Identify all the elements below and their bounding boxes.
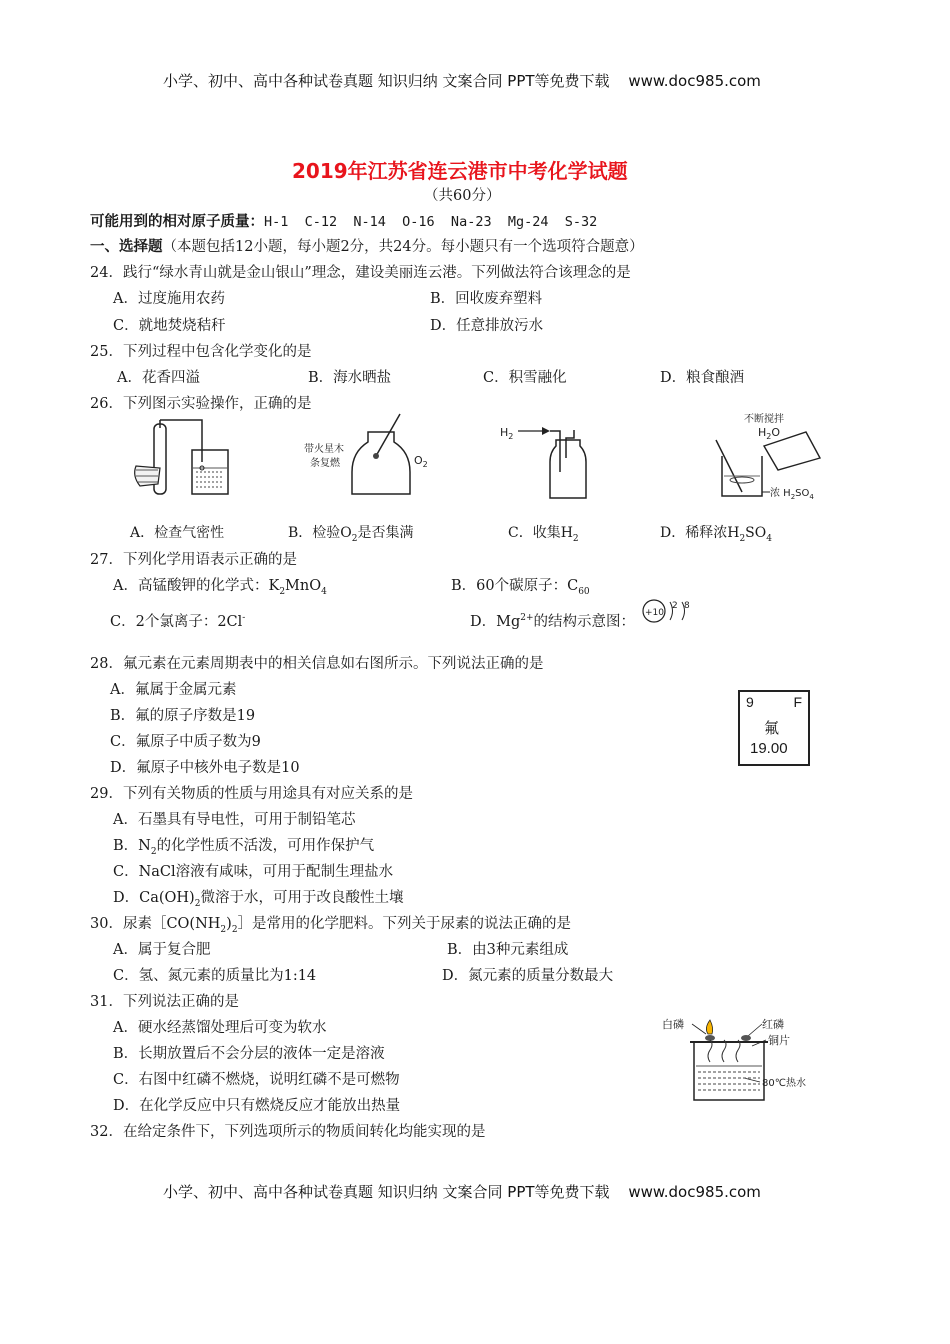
cell-name: 氟	[764, 719, 780, 737]
fig-d-h2o-label: $H_2O$	[758, 426, 781, 441]
q25-option-d[interactable]: D．粮食酿酒	[660, 370, 745, 386]
q30-option-a[interactable]: A．属于复合肥	[113, 942, 211, 958]
ion-shell1-label: 2	[672, 601, 678, 611]
q31-option-d[interactable]: D．在化学反应中只有燃烧反应才能放出热量	[113, 1098, 401, 1114]
header-banner	[163, 70, 761, 91]
q29-option-b[interactable]: B．$N_2$的化学性质不活泼，可用作保护气	[113, 838, 375, 857]
q27-option-c[interactable]: C．2个氯离子：2Cl-	[110, 613, 246, 630]
fig-hot-water-label: 80℃热水	[762, 1078, 806, 1089]
q30-stem: 30．尿素$[CO(NH_2)_2]$是常用的化学肥料。下列关于尿素的说法正确的是	[90, 916, 572, 935]
fig-d-stir-label: 不断搅拌	[744, 414, 784, 425]
mg-ion-structure-diagram	[640, 596, 696, 626]
q31-option-c[interactable]: C．右图中红磷不燃烧，说明红磷不是可燃物	[113, 1072, 400, 1088]
q31-option-a[interactable]: A．硬水经蒸馏处理后可变为软水	[113, 1020, 327, 1036]
q24-option-c[interactable]: C．就地焚烧秸秆	[113, 318, 226, 334]
header-banner-text: 小学、初中、高中各种试卷真题 知识归纳 文案合同 PPT等免费下载	[163, 72, 610, 90]
q26-option-c[interactable]: C．收集$H_2$	[508, 525, 579, 544]
page-subtitle: （共60分）	[424, 188, 501, 204]
atomic-masses	[90, 210, 597, 231]
header-banner-url[interactable]: www.doc985.com	[628, 72, 761, 90]
q25-stem: 25．下列过程中包含化学变化的是	[90, 344, 312, 360]
q27-option-b[interactable]: B．60个碳原子：$C_{60}$	[451, 578, 590, 597]
fig-red-phosphorus-label: 红磷	[762, 1018, 784, 1031]
q27-stem: 27．下列化学用语表示正确的是	[90, 552, 297, 568]
q24-option-d[interactable]: D．任意排放污水	[430, 318, 544, 334]
footer-banner-text: 小学、初中、高中各种试卷真题 知识归纳 文案合同 PPT等免费下载	[163, 1183, 610, 1201]
q30-option-d[interactable]: D．氮元素的质量分数最大	[442, 968, 614, 984]
q29-option-c[interactable]: C．NaCl溶液有咸味，可用于配制生理盐水	[113, 864, 394, 880]
q25-option-a[interactable]: A．花香四溢	[117, 370, 200, 386]
q24-stem: 24．践行“绿水青山就是金山银山”理念，建设美丽连云港。下列做法符合该理念的是	[90, 265, 631, 281]
q26-option-d[interactable]: D．稀释浓$H_2SO_4$	[660, 525, 772, 544]
section-desc: （本题包括12小题，每小题2分，共24分。每小题只有一个选项符合题意）	[162, 239, 644, 255]
fig-white-phosphorus-label: 白磷	[662, 1018, 684, 1031]
page-title: 2019年江苏省连云港市中考化学试题	[292, 159, 628, 183]
q27-option-d[interactable]: D．$Mg^{2+}$的结构示意图：	[470, 613, 636, 630]
periodic-table-cell	[738, 690, 810, 766]
atomic-masses-values: H-1 C-12 N-14 O-16 Na-23 Mg-24 S-32	[264, 214, 598, 230]
fig-b-label2: 条复燃	[310, 458, 340, 469]
cell-mass: 19.00	[750, 740, 788, 757]
q25-option-b[interactable]: B．海水晒盐	[308, 370, 392, 386]
fig-combustion-experiment	[658, 1010, 822, 1106]
q28-stem: 28．氟元素在元素周期表中的相关信息如右图所示。下列说法正确的是	[90, 656, 544, 672]
fig-b-o2-label: $O_2$	[414, 454, 428, 469]
footer-banner-url[interactable]: www.doc985.com	[628, 1183, 761, 1201]
q32-stem: 32．在给定条件下，下列选项所示的物质间转化均能实现的是	[90, 1124, 486, 1140]
q28-option-a[interactable]: A．氟属于金属元素	[110, 682, 237, 698]
q30-option-c[interactable]: C．氢、氮元素的质量比为1:14	[113, 968, 317, 984]
ion-shell2-label: 8	[684, 601, 690, 611]
q31-option-b[interactable]: B．长期放置后不会分层的液体一定是溶液	[113, 1046, 385, 1062]
q30-option-b[interactable]: B．由3种元素组成	[447, 942, 569, 958]
fig-c-h2-label: $H_2$	[500, 426, 514, 441]
q29-option-a[interactable]: A．石墨具有导电性，可用于制铅笔芯	[113, 812, 356, 828]
q26-option-b[interactable]: B．检验$O_2$是否集满	[288, 525, 414, 544]
footer-banner	[163, 1181, 761, 1202]
fig-copper-plate-label: 铜片	[768, 1034, 790, 1047]
q28-option-d[interactable]: D．氟原子中核外电子数是10	[110, 760, 300, 776]
q31-stem: 31．下列说法正确的是	[90, 994, 239, 1010]
q29-stem: 29．下列有关物质的性质与用途具有对应关系的是	[90, 786, 413, 802]
q26-option-a[interactable]: A．检查气密性	[130, 525, 225, 541]
fig-d-acid-label: 浓 $H_2SO_4$	[770, 488, 814, 501]
fig-o2-test	[290, 412, 440, 502]
fig-airtightness-check	[130, 416, 240, 500]
cell-atomic-number: 9	[746, 694, 754, 710]
section-heading	[90, 235, 644, 256]
atomic-masses-label: 可能用到的相对原子质量：	[90, 214, 264, 230]
q28-option-b[interactable]: B．氟的原子序数是19	[110, 708, 256, 724]
fig-h2-collect	[498, 418, 608, 502]
cell-symbol: F	[793, 694, 802, 710]
q29-option-d[interactable]: D．$Ca(OH)_2$微溶于水，可用于改良酸性土壤	[113, 890, 404, 909]
q25-option-c[interactable]: C．积雪融化	[483, 370, 567, 386]
q24-option-b[interactable]: B．回收废弃塑料	[430, 291, 543, 307]
section-label: 一、选择题	[90, 239, 163, 255]
q27-option-a[interactable]: A．高锰酸钾的化学式：$K_2MnO_4$	[113, 578, 327, 597]
q24-option-a[interactable]: A．过度施用农药	[113, 291, 225, 307]
fig-dilute-acid	[706, 410, 836, 502]
q26-stem: 26．下列图示实验操作，正确的是	[90, 396, 312, 412]
q28-option-c[interactable]: C．氟原子中质子数为9	[110, 734, 261, 750]
fig-b-label1: 带火星木	[304, 444, 344, 455]
ion-core-label: +10	[645, 608, 664, 618]
